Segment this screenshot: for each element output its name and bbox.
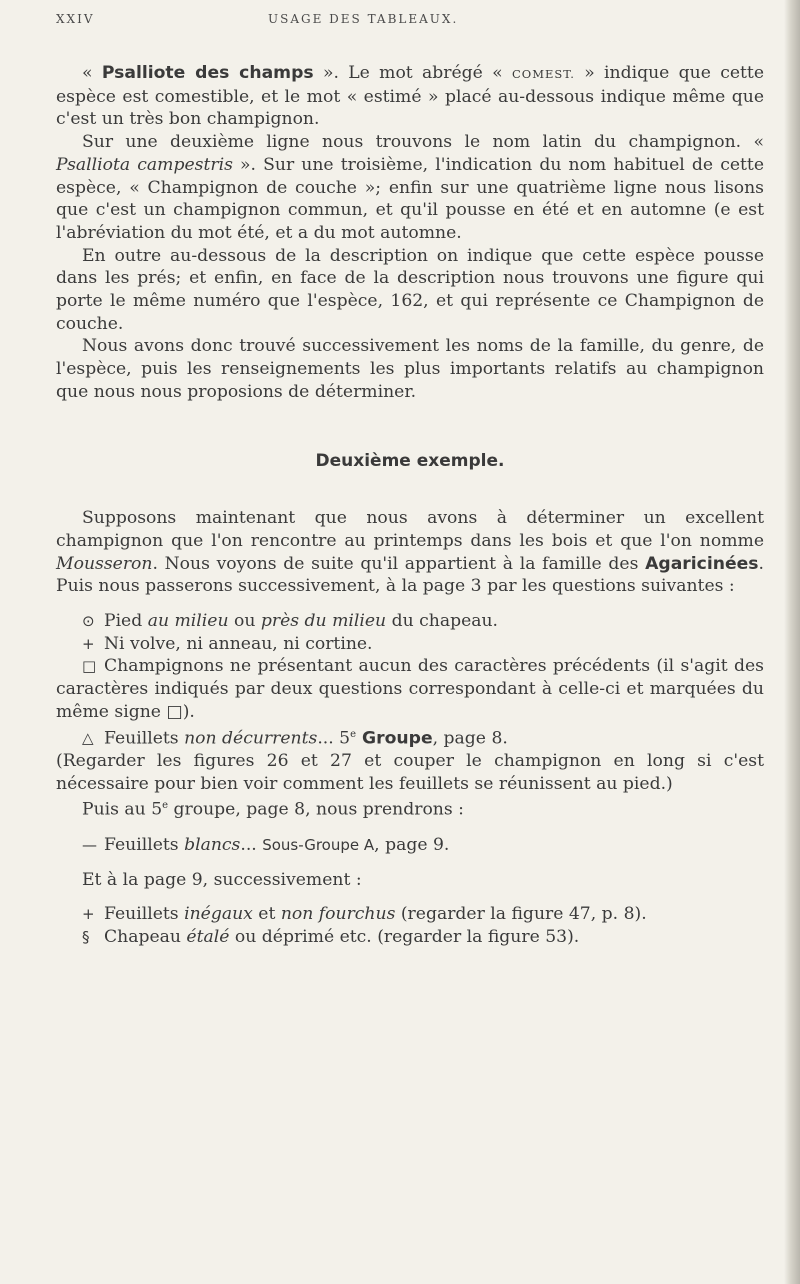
text-run: . Puis nous passerons successivement, à la page 3 par les questions suivantes :	[56, 553, 764, 597]
paragraph-latin-name	[56, 131, 764, 245]
text-run: ». Sur une troisième, l'indication du nom habituel de cette espèce, « Champignon de couche »; enfin sur une quatrième ligne nous lisons que c'est un champignon commun, et qu'il pousse en été et en automne (e est l'abréviation du mot été, et a du mot automne.	[56, 154, 764, 243]
section-sign-icon: §	[82, 927, 90, 946]
superscript: e	[350, 728, 357, 740]
page-number: XXIV	[56, 12, 95, 26]
em-text: inégaux	[184, 904, 253, 925]
em-text: près du milieu	[260, 611, 387, 632]
paragraph-psalliote	[56, 62, 764, 131]
text-run: et	[252, 904, 281, 925]
triangle-icon: △	[82, 729, 94, 748]
text-run: Champignons ne présentant aucun des caractères précédents (il s'agit des caractères indiqués par deux questions correspondant à celle-ci et marquées du même signe	[56, 656, 764, 722]
text-run: ». Le mot abrégé «	[313, 63, 512, 83]
text-run: Sur une deuxième ligne nous trouvons le nom latin du champignon. «	[82, 132, 764, 153]
paragraph-regarder: (Regarder les figures 26 et 27 et couper le champignon en long si c'est nécessaire pour bien voir comment les feuillets se réunissent au pied.)	[56, 751, 764, 794]
spacer	[56, 598, 764, 610]
paragraph-description: En outre au-dessous de la description on indique que cette espèce pousse dans les prés; et enfin, en face de la description nous trouvons une figure qui porte le même numéro que l'espèce, 162, et qui représente ce Champignon de couche.	[56, 245, 764, 334]
plus-icon: +	[82, 634, 95, 653]
text-run: Supposons maintenant que nous avons à déterminer un excellent champignon que l'on rencontre au printemps dans les bois et que l'on nomme	[56, 508, 764, 551]
question-volve	[56, 633, 764, 656]
spacer	[56, 857, 764, 869]
text-run: ou	[228, 611, 261, 632]
text-run: Pied	[104, 611, 148, 632]
question-chapeau	[56, 926, 764, 949]
square-inline-icon: □	[166, 701, 183, 722]
em-text: non décurrents	[184, 728, 318, 749]
em-text: étalé	[186, 926, 230, 947]
running-header	[56, 8, 756, 32]
text-run: Feuillets	[104, 728, 185, 749]
em-text: au milieu	[147, 611, 229, 632]
superscript: e	[162, 800, 169, 812]
text-run: ou déprimé etc. (regarder la figure 53).	[229, 926, 580, 947]
text-run: , page 9.	[374, 834, 450, 855]
spacer	[56, 891, 764, 903]
text-run: Chapeau	[104, 926, 187, 947]
question-blancs	[56, 834, 764, 857]
em-text: non fourchus	[280, 904, 396, 925]
text-run: groupe, page 8, nous prendrons :	[168, 800, 464, 821]
text-run: . Nous voyons de suite qu'il appartient à la famille des	[152, 553, 646, 574]
section-heading: Deuxième exemple.	[315, 450, 505, 471]
page-edge-shadow	[784, 0, 800, 1284]
mousseron-name: Mousseron	[56, 553, 153, 574]
body-text	[56, 62, 764, 949]
running-title: USAGE DES TABLEAUX.	[268, 12, 459, 26]
dash-icon: —	[82, 835, 97, 854]
circle-dot-icon: ⊙	[82, 612, 95, 631]
question-pied	[56, 610, 764, 633]
paragraph-page9: Et à la page 9, successivement :	[82, 869, 362, 890]
text-run: Feuillets	[104, 904, 185, 925]
em-text: blancs	[184, 834, 241, 855]
text-run: , page 8.	[432, 728, 508, 749]
text-run: ... 5	[317, 728, 351, 749]
abbr-comest: COMEST.	[511, 67, 575, 81]
question-inegaux	[56, 903, 764, 926]
quote-open: «	[82, 63, 102, 83]
family-name: Agaricinées	[645, 553, 759, 574]
group-label: Groupe	[356, 728, 433, 749]
spacer	[56, 822, 764, 834]
subgroup-label: Sous-Groupe A	[262, 835, 375, 854]
text-run: du chapeau.	[386, 611, 499, 632]
text-run: » indique que cette espèce est comestible, et le mot « estimé » placé au-dessous indique même que c'est un très bon champignon.	[56, 63, 764, 130]
text-run: ).	[182, 701, 195, 722]
text-run: Feuillets	[104, 834, 185, 855]
paragraph-puis	[56, 795, 764, 821]
text-run: (regarder la figure 47, p. 8).	[395, 904, 647, 925]
text-run: Puis au 5	[82, 800, 163, 821]
paragraph-mousseron	[56, 507, 764, 598]
question-feuillets	[56, 724, 764, 750]
paragraph-summary: Nous avons donc trouvé successivement les noms de la famille, du genre, de l'espèce, puis les renseignements les plus importants relatifs au champignon que nous nous proposions de déterminer.	[56, 336, 764, 402]
square-icon: □	[82, 657, 97, 676]
latin-name: Psalliota campestris	[56, 154, 233, 175]
species-name: Psalliote des champs	[101, 63, 314, 83]
text-run: ...	[240, 834, 263, 855]
question-champignons	[56, 655, 764, 723]
text-run: Ni volve, ni anneau, ni cortine.	[104, 633, 373, 654]
plus-icon: +	[82, 905, 95, 924]
